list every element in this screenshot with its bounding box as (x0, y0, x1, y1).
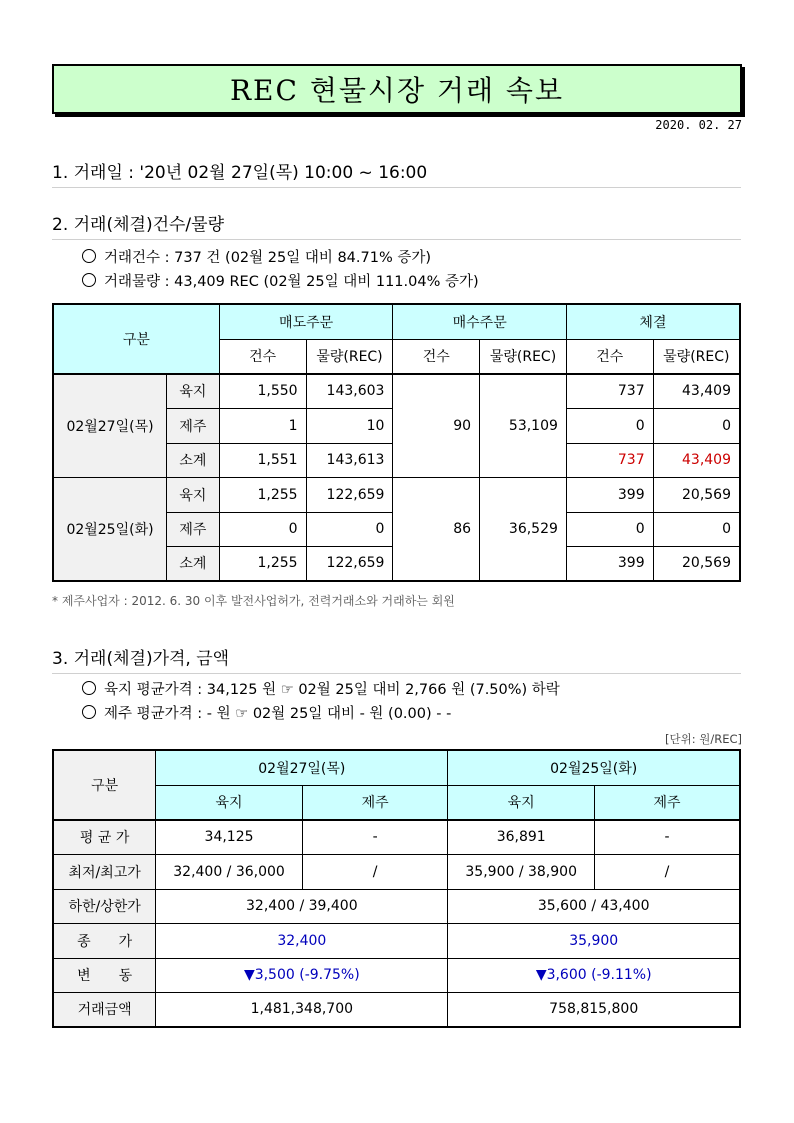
volume-table (52, 303, 741, 582)
header-land: 육지 (156, 785, 303, 820)
unit-label: [단위: 원/REC] (665, 732, 742, 746)
sell-volume: 143,603 (306, 374, 393, 408)
table-row (53, 477, 740, 512)
sell-count: 1,255 (219, 477, 306, 512)
table-row (53, 374, 740, 408)
change-0227: ▼3,500 (-9.75%) (156, 958, 448, 992)
footnote: * 제주사업자 : 2012. 6. 30 이후 발전사업허가, 전력거래소와 거래하는 회원 (52, 594, 455, 608)
circle-bullet-icon (82, 681, 96, 695)
header-count: 건수 (219, 339, 306, 374)
header-land: 육지 (448, 785, 595, 820)
table-row (53, 854, 740, 889)
bullet-text: 육지 평균가격 : 34,125 원 ☞ 02월 25일 대비 2,766 원 (7.50%) 하락 (104, 682, 560, 698)
region-label: 육지 (167, 477, 220, 512)
deal-volume: 43,409 (653, 374, 740, 408)
deal-volume: 20,569 (653, 477, 740, 512)
row-label-amount: 거래금액 (53, 992, 156, 1027)
sell-volume: 122,659 (306, 477, 393, 512)
close-0227: 32,400 (156, 923, 448, 958)
deal-count: 0 (566, 512, 653, 546)
deal-count: 737 (566, 374, 653, 408)
row-label-limits: 하한/상한가 (53, 889, 156, 923)
report-date: 2020. 02. 27 (655, 118, 742, 132)
bullet-trade-volume (82, 270, 479, 291)
sell-count: 0 (219, 512, 306, 546)
sell-count: 1,551 (219, 443, 306, 477)
header-deal: 체결 (566, 304, 740, 339)
bullet-trade-count (82, 246, 431, 267)
limits-0225: 35,600 / 43,400 (448, 889, 740, 923)
section-2-heading: 2. 거래(체결)건수/물량 (52, 210, 741, 240)
minmax-jeju-0227: / (302, 854, 448, 889)
change-0225: ▼3,600 (-9.11%) (448, 958, 740, 992)
header-category: 구분 (53, 750, 156, 820)
deal-count-subtotal: 737 (566, 443, 653, 477)
avg-land-0227: 34,125 (156, 820, 303, 854)
buy-volume: 53,109 (480, 374, 567, 477)
minmax-land-0227: 32,400 / 36,000 (156, 854, 303, 889)
price-table (52, 749, 741, 1028)
sell-volume: 10 (306, 408, 393, 443)
region-label: 제주 (167, 408, 220, 443)
header-count: 건수 (566, 339, 653, 374)
region-label: 제주 (167, 512, 220, 546)
bullet-text: 제주 평균가격 : - 원 ☞ 02월 25일 대비 - 원 (0.00) - - (104, 706, 452, 722)
bullet-land-price (82, 678, 560, 699)
buy-count: 86 (393, 477, 480, 581)
deal-volume: 0 (653, 512, 740, 546)
row-label-close: 종 가 (53, 923, 156, 958)
sell-count: 1 (219, 408, 306, 443)
sell-volume: 122,659 (306, 546, 393, 581)
header-jeju: 제주 (595, 785, 741, 820)
minmax-jeju-0225: / (595, 854, 741, 889)
circle-bullet-icon (82, 249, 96, 263)
deal-count: 0 (566, 408, 653, 443)
deal-volume-subtotal: 43,409 (653, 443, 740, 477)
limits-0227: 32,400 / 39,400 (156, 889, 448, 923)
amount-0225: 758,815,800 (448, 992, 740, 1027)
avg-jeju-0227: - (302, 820, 448, 854)
close-0225: 35,900 (448, 923, 740, 958)
deal-count: 399 (566, 477, 653, 512)
avg-jeju-0225: - (595, 820, 741, 854)
header-jeju: 제주 (302, 785, 448, 820)
deal-count: 399 (566, 546, 653, 581)
avg-land-0225: 36,891 (448, 820, 595, 854)
row-label-average: 평 균 가 (53, 820, 156, 854)
region-label: 소계 (167, 546, 220, 581)
row-label-minmax: 최저/최고가 (53, 854, 156, 889)
header-count: 건수 (393, 339, 480, 374)
bullet-text: 거래물량 : 43,409 REC (02월 25일 대비 111.04% 증가) (104, 274, 479, 290)
group-date: 02월25일(화) (53, 477, 167, 581)
header-date-0227: 02월27일(목) (156, 750, 448, 785)
bullet-text: 거래건수 : 737 건 (02월 25일 대비 84.71% 증가) (104, 250, 432, 266)
header-volume: 물량(REC) (306, 339, 393, 374)
title-box (52, 64, 742, 114)
section-3-heading: 3. 거래(체결)가격, 금액 (52, 644, 741, 674)
header-date-0225: 02월25일(화) (448, 750, 740, 785)
table-row (53, 992, 740, 1027)
sell-volume: 143,613 (306, 443, 393, 477)
table-row (53, 889, 740, 923)
circle-bullet-icon (82, 705, 96, 719)
sell-count: 1,255 (219, 546, 306, 581)
page-title: REC 현물시장 거래 속보 (229, 74, 565, 107)
sell-count: 1,550 (219, 374, 306, 408)
amount-0227: 1,481,348,700 (156, 992, 448, 1027)
circle-bullet-icon (82, 273, 96, 287)
row-label-change: 변 동 (53, 958, 156, 992)
sell-volume: 0 (306, 512, 393, 546)
buy-volume: 36,529 (480, 477, 567, 581)
table-row (53, 958, 740, 992)
section-1-heading: 1. 거래일 : '20년 02월 27일(목) 10:00 ~ 16:00 (52, 158, 741, 188)
region-label: 육지 (167, 374, 220, 408)
header-volume: 물량(REC) (480, 339, 567, 374)
deal-volume: 20,569 (653, 546, 740, 581)
region-label: 소계 (167, 443, 220, 477)
header-volume: 물량(REC) (653, 339, 740, 374)
deal-volume: 0 (653, 408, 740, 443)
table-row (53, 923, 740, 958)
table-row (53, 820, 740, 854)
header-buy: 매수주문 (393, 304, 566, 339)
buy-count: 90 (393, 374, 480, 477)
bullet-jeju-price (82, 702, 451, 723)
header-category: 구분 (53, 304, 219, 374)
header-sell: 매도주문 (219, 304, 393, 339)
minmax-land-0225: 35,900 / 38,900 (448, 854, 595, 889)
group-date: 02월27일(목) (53, 374, 167, 477)
